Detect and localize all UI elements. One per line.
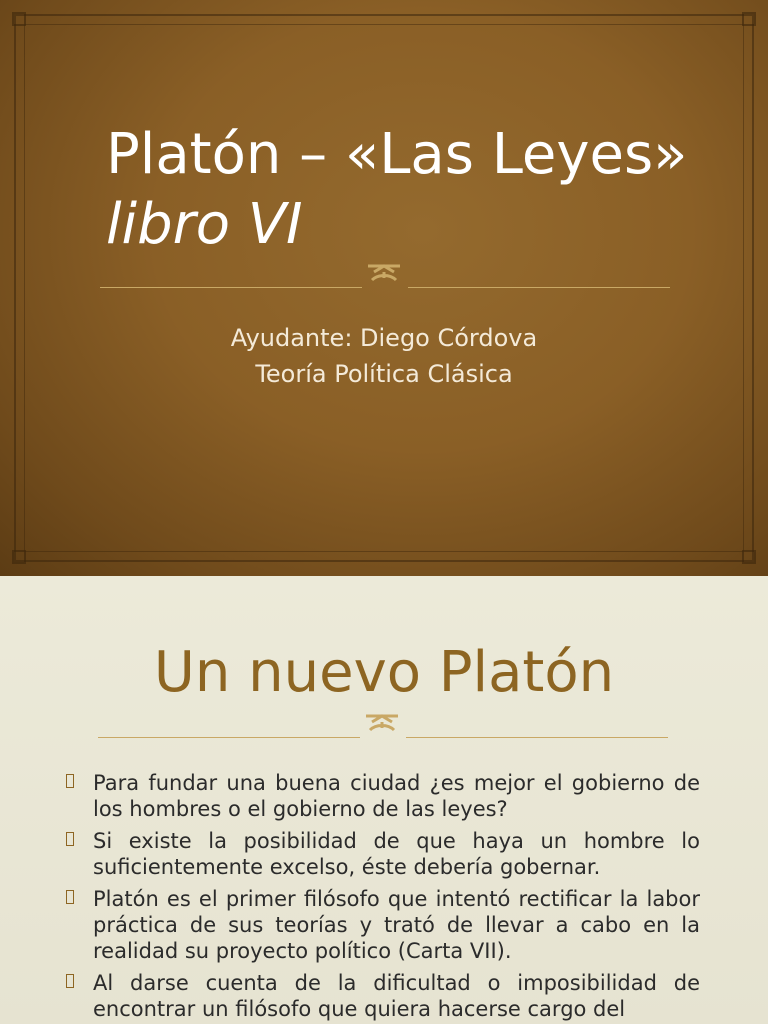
divider-line-left — [100, 287, 362, 288]
frame-corner-ornament — [742, 12, 756, 26]
bullet-box-icon — [66, 832, 74, 846]
divider-line-left — [98, 737, 360, 738]
bullet-list — [66, 770, 700, 1024]
bullet-text: Al darse cuenta de la dificultad o imposibilidad de encontrar un filósofo que quiera hacerse cargo del — [93, 971, 700, 1021]
subtitle-line: Teoría Política Clásica — [255, 360, 513, 388]
bullet-box-icon — [66, 974, 74, 988]
scroll-ornament-icon — [362, 708, 402, 738]
divider-line-right — [408, 287, 670, 288]
divider-line-right — [406, 737, 668, 738]
slide-heading: Un nuevo Platón — [153, 640, 615, 705]
bullet-text: Platón es el primer filósofo que intentó rectificar la labor práctica de sus teorías y trató de llevar a cabo en la realidad su proyecto político (Carta VII). — [93, 887, 700, 963]
title-main-text: Platón – «Las Leyes» — [106, 122, 688, 187]
scroll-ornament-icon — [364, 258, 404, 288]
bullet-text: Para fundar una buena ciudad ¿es mejor el gobierno de los hombres o el gobierno de las leyes? — [93, 771, 700, 821]
bullet-item — [66, 770, 700, 822]
frame-corner-ornament — [12, 12, 26, 26]
title-divider — [100, 258, 670, 292]
frame-corner-ornament — [12, 550, 26, 564]
bullet-item — [66, 886, 700, 964]
subtitle-line: Ayudante: Diego Córdova — [230, 324, 538, 352]
bullet-text: Si existe la posibilidad de que haya un hombre lo suficientemente excelso, éste debería gobernar. — [93, 829, 700, 879]
bullet-item — [66, 828, 700, 880]
bullet-box-icon — [66, 890, 74, 904]
bullet-box-icon — [66, 774, 74, 788]
title-italic-text: libro VI — [106, 192, 303, 257]
slide-title — [106, 120, 706, 260]
heading-divider — [98, 708, 670, 742]
content-slide — [0, 576, 768, 1024]
slide-subtitle — [100, 320, 668, 392]
bullet-item — [66, 970, 700, 1022]
frame-corner-ornament — [742, 550, 756, 564]
